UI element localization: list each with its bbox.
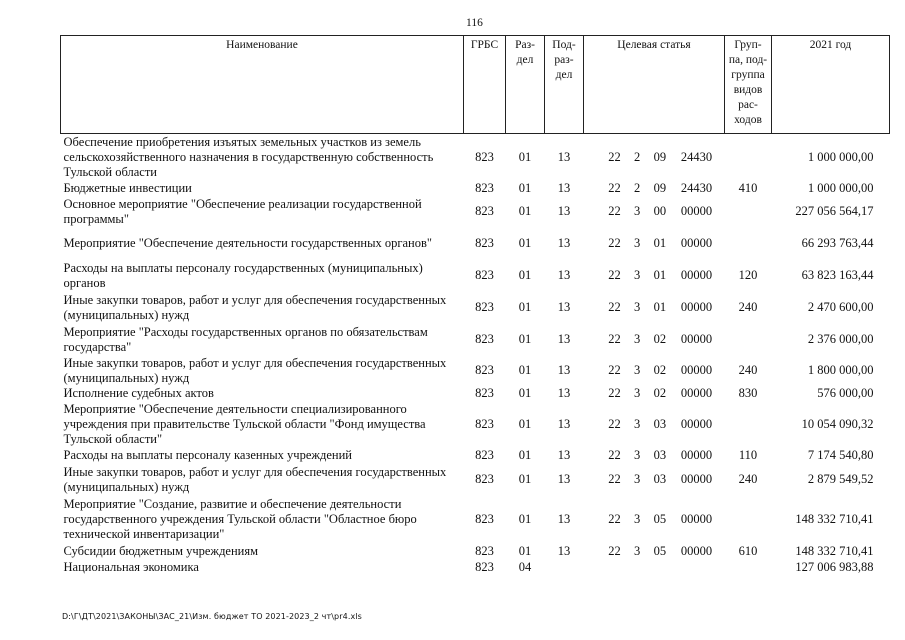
row-razdel: 01 <box>518 236 532 250</box>
target-article-part: 3 <box>634 448 641 462</box>
row-amount: 2 470 600,00 <box>807 300 874 314</box>
target-article-part: 22 <box>608 149 621 164</box>
row-amount: 63 823 163,44 <box>801 268 874 282</box>
row-expense-group: 240 <box>738 363 758 377</box>
target-article-part: 22 <box>608 268 621 282</box>
table-row <box>61 544 890 560</box>
row-podrazdel <box>545 560 584 575</box>
row-name: Мероприятие "Обеспечение деятельности специализированного учреждения при правительстве Тульской области "Фонд имущества Тульской области" <box>63 401 426 446</box>
row-expense-group <box>725 560 772 575</box>
row-target-article <box>584 544 725 560</box>
row-expense-group <box>725 401 772 448</box>
target-article-part: 00000 <box>680 236 713 250</box>
row-grbs: 823 <box>475 236 494 250</box>
row-podrazdel: 13 <box>557 544 571 558</box>
table-row <box>61 386 890 401</box>
target-article-part: 2 <box>634 149 641 164</box>
target-article-part: 22 <box>608 332 621 346</box>
target-article-part: 00000 <box>680 268 713 282</box>
target-article-part: 00000 <box>680 544 713 558</box>
row-name: Мероприятие "Обеспечение деятельности государственных органов" <box>63 236 432 250</box>
row-podrazdel: 13 <box>557 512 571 526</box>
row-name: Иные закупки товаров, работ и услуг для обеспечения государственных (муниципальных) нужд <box>63 464 447 494</box>
row-podrazdel: 13 <box>557 149 571 164</box>
row-name: Бюджетные инвестиции <box>63 180 192 195</box>
row-razdel: 01 <box>518 416 532 431</box>
target-article-part: 3 <box>634 512 641 526</box>
target-article-part: 09 <box>653 149 667 164</box>
header-name: Наименование <box>61 36 464 134</box>
row-podrazdel: 13 <box>557 180 571 195</box>
row-amount: 227 056 564,17 <box>795 204 874 218</box>
row-grbs: 823 <box>475 472 494 486</box>
table-header-row <box>61 36 890 134</box>
target-article-part: 22 <box>608 363 621 377</box>
target-article-part: 22 <box>608 416 621 431</box>
table-row <box>61 181 890 196</box>
row-razdel: 01 <box>518 204 532 218</box>
row-target-article <box>584 464 725 496</box>
row-grbs: 823 <box>475 512 494 526</box>
page-number: 116 <box>466 17 483 29</box>
row-expense-group: 240 <box>738 300 758 314</box>
row-amount: 7 174 540,80 <box>807 448 874 462</box>
target-article-part: 22 <box>608 512 621 526</box>
row-name: Исполнение судебных актов <box>63 385 214 400</box>
row-razdel: 01 <box>518 363 532 377</box>
target-article-part: 09 <box>653 180 667 195</box>
row-razdel: 01 <box>518 149 532 164</box>
row-podrazdel: 13 <box>557 204 571 218</box>
target-article-part: 3 <box>634 268 641 282</box>
target-article-part: 22 <box>608 300 621 314</box>
row-target-article <box>584 386 725 401</box>
table-row <box>61 356 890 386</box>
table-row <box>61 560 890 575</box>
target-article-part: 3 <box>634 332 641 346</box>
row-name: Иные закупки товаров, работ и услуг для обеспечения государственных (муниципальных) нужд <box>63 355 447 385</box>
target-article-part: 3 <box>634 472 641 486</box>
row-target-article <box>584 260 725 292</box>
target-article-part: 00000 <box>680 512 713 526</box>
row-expense-group <box>725 134 772 181</box>
target-article-part: 22 <box>608 385 621 400</box>
row-name: Расходы на выплаты персоналу казенных учреждений <box>63 448 352 462</box>
row-razdel: 01 <box>518 300 532 314</box>
file-path-footer: D:\Г\ДТ\2021\ЗАКОНЫ\ЗАС_21\Изм. бюджет ТО 2021-2023_2 чт\pr4.xls <box>62 612 362 621</box>
row-name: Обеспечение приобретения изъятых земельных участков из земель сельскохозяйственного назначения в государственную собственность Тульской области <box>63 134 434 179</box>
target-article-part: 22 <box>608 180 621 195</box>
row-target-article <box>584 181 725 196</box>
target-article-part: 22 <box>608 544 621 558</box>
table-row <box>61 292 890 324</box>
row-grbs: 823 <box>475 204 494 218</box>
target-article-part: 3 <box>634 236 641 250</box>
row-expense-group <box>725 196 772 228</box>
row-amount: 148 332 710,41 <box>795 512 874 526</box>
row-razdel: 04 <box>518 559 532 574</box>
header-razdel: Раз- дел <box>506 36 545 134</box>
target-article-part: 03 <box>653 472 667 486</box>
row-name: Мероприятие "Расходы государственных органов по обязательствам государства" <box>63 324 428 354</box>
row-amount: 66 293 763,44 <box>801 236 874 250</box>
row-expense-group: 410 <box>738 180 758 195</box>
row-name: Основное мероприятие "Обеспечение реализации государственной программы" <box>63 196 422 226</box>
target-article-part: 3 <box>634 544 641 558</box>
target-article-part: 22 <box>608 204 621 218</box>
row-expense-group: 240 <box>738 472 758 486</box>
row-podrazdel: 13 <box>557 332 571 346</box>
target-article-part: 00000 <box>680 472 713 486</box>
row-grbs: 823 <box>475 149 494 164</box>
row-amount: 10 054 090,32 <box>801 416 874 431</box>
row-podrazdel: 13 <box>557 236 571 250</box>
target-article-part: 01 <box>653 268 667 282</box>
row-name: Субсидии бюджетным учреждениям <box>63 544 259 558</box>
target-article-part: 3 <box>634 385 641 400</box>
row-expense-group: 110 <box>738 448 758 462</box>
target-article-part: 00000 <box>680 300 713 314</box>
target-article-part: 02 <box>653 363 667 377</box>
table-row <box>61 228 890 260</box>
header-expense-group: Груп- па, под- группа видов рас- ходов <box>725 36 772 134</box>
target-article-part: 00000 <box>680 204 713 218</box>
budget-table <box>60 35 890 575</box>
target-article-part: 02 <box>653 385 667 400</box>
row-target-article <box>584 292 725 324</box>
row-amount: 1 000 000,00 <box>807 149 874 164</box>
target-article-part: 3 <box>634 300 641 314</box>
target-article-part: 02 <box>653 332 667 346</box>
target-article-part: 03 <box>653 448 667 462</box>
table-row <box>61 324 890 356</box>
row-amount: 2 376 000,00 <box>807 332 874 346</box>
row-grbs: 823 <box>475 416 494 431</box>
target-article-part: 24430 <box>680 149 713 164</box>
row-target-article <box>584 560 725 575</box>
row-amount: 148 332 710,41 <box>795 544 874 558</box>
target-article-part: 24430 <box>680 180 713 195</box>
row-expense-group <box>725 496 772 544</box>
row-podrazdel: 13 <box>557 385 571 400</box>
row-amount: 576 000,00 <box>817 385 874 400</box>
target-article-part: 22 <box>608 448 621 462</box>
row-grbs: 823 <box>475 544 494 558</box>
table-row <box>61 260 890 292</box>
row-razdel: 01 <box>518 512 532 526</box>
row-expense-group <box>725 324 772 356</box>
row-razdel: 01 <box>518 332 532 346</box>
row-target-article <box>584 228 725 260</box>
row-razdel: 01 <box>518 180 532 195</box>
target-article-part: 3 <box>634 363 641 377</box>
target-article-part: 00000 <box>680 385 713 400</box>
row-target-article <box>584 134 725 181</box>
target-article-part: 00 <box>653 204 667 218</box>
row-expense-group: 610 <box>738 544 758 558</box>
header-podrazdel: Под- раз- дел <box>545 36 584 134</box>
target-article-part: 22 <box>608 236 621 250</box>
target-article-part: 2 <box>634 180 641 195</box>
row-target-article <box>584 448 725 464</box>
header-year-2021: 2021 год <box>772 36 890 134</box>
row-grbs: 823 <box>475 268 494 282</box>
row-razdel: 01 <box>518 544 532 558</box>
row-razdel: 01 <box>518 448 532 462</box>
row-podrazdel: 13 <box>557 268 571 282</box>
row-podrazdel: 13 <box>557 448 571 462</box>
row-name: Мероприятие "Создание, развитие и обеспечение деятельности государственного учреждения Тульской области "Областное бюро технической инвентаризации" <box>63 497 417 541</box>
row-grbs: 823 <box>475 385 494 400</box>
row-podrazdel: 13 <box>557 300 571 314</box>
target-article-part: 05 <box>653 544 667 558</box>
target-article-part: 01 <box>653 236 667 250</box>
row-grbs: 823 <box>475 332 494 346</box>
row-target-article <box>584 496 725 544</box>
table-row <box>61 464 890 496</box>
row-name: Национальная экономика <box>63 559 199 574</box>
target-article-part: 00000 <box>680 416 713 431</box>
row-expense-group: 830 <box>738 385 758 400</box>
row-amount: 127 006 983,88 <box>795 559 874 574</box>
row-grbs: 823 <box>475 300 494 314</box>
row-target-article <box>584 324 725 356</box>
table-row <box>61 496 890 544</box>
target-article-part: 01 <box>653 300 667 314</box>
row-name: Расходы на выплаты персоналу государственных (муниципальных) органов <box>63 260 423 290</box>
row-podrazdel: 13 <box>557 416 571 431</box>
table-row <box>61 196 890 228</box>
target-article-part: 03 <box>653 416 667 431</box>
row-name: Иные закупки товаров, работ и услуг для обеспечения государственных (муниципальных) нужд <box>63 292 447 322</box>
row-amount: 1 000 000,00 <box>807 180 874 195</box>
header-grbs: ГРБС <box>464 36 506 134</box>
row-grbs: 823 <box>475 448 494 462</box>
row-razdel: 01 <box>518 385 532 400</box>
header-target-article: Целевая статья <box>584 36 725 134</box>
row-target-article <box>584 401 725 448</box>
table-row <box>61 134 890 181</box>
target-article-part: 00000 <box>680 448 713 462</box>
row-expense-group <box>725 228 772 260</box>
row-podrazdel: 13 <box>557 363 571 377</box>
row-razdel: 01 <box>518 472 532 486</box>
row-target-article <box>584 196 725 228</box>
target-article-part: 3 <box>634 416 641 431</box>
row-podrazdel: 13 <box>557 472 571 486</box>
target-article-part: 00000 <box>680 332 713 346</box>
table-row <box>61 401 890 448</box>
row-grbs: 823 <box>475 180 494 195</box>
target-article-part: 22 <box>608 472 621 486</box>
row-amount: 2 879 549,52 <box>807 472 874 486</box>
row-target-article <box>584 356 725 386</box>
row-grbs: 823 <box>475 363 494 377</box>
target-article-part: 05 <box>653 512 667 526</box>
row-amount: 1 800 000,00 <box>807 363 874 377</box>
row-expense-group: 120 <box>738 268 758 282</box>
row-razdel: 01 <box>518 268 532 282</box>
target-article-part: 00000 <box>680 363 713 377</box>
row-grbs: 823 <box>475 559 494 574</box>
target-article-part: 3 <box>634 204 641 218</box>
table-row <box>61 448 890 464</box>
